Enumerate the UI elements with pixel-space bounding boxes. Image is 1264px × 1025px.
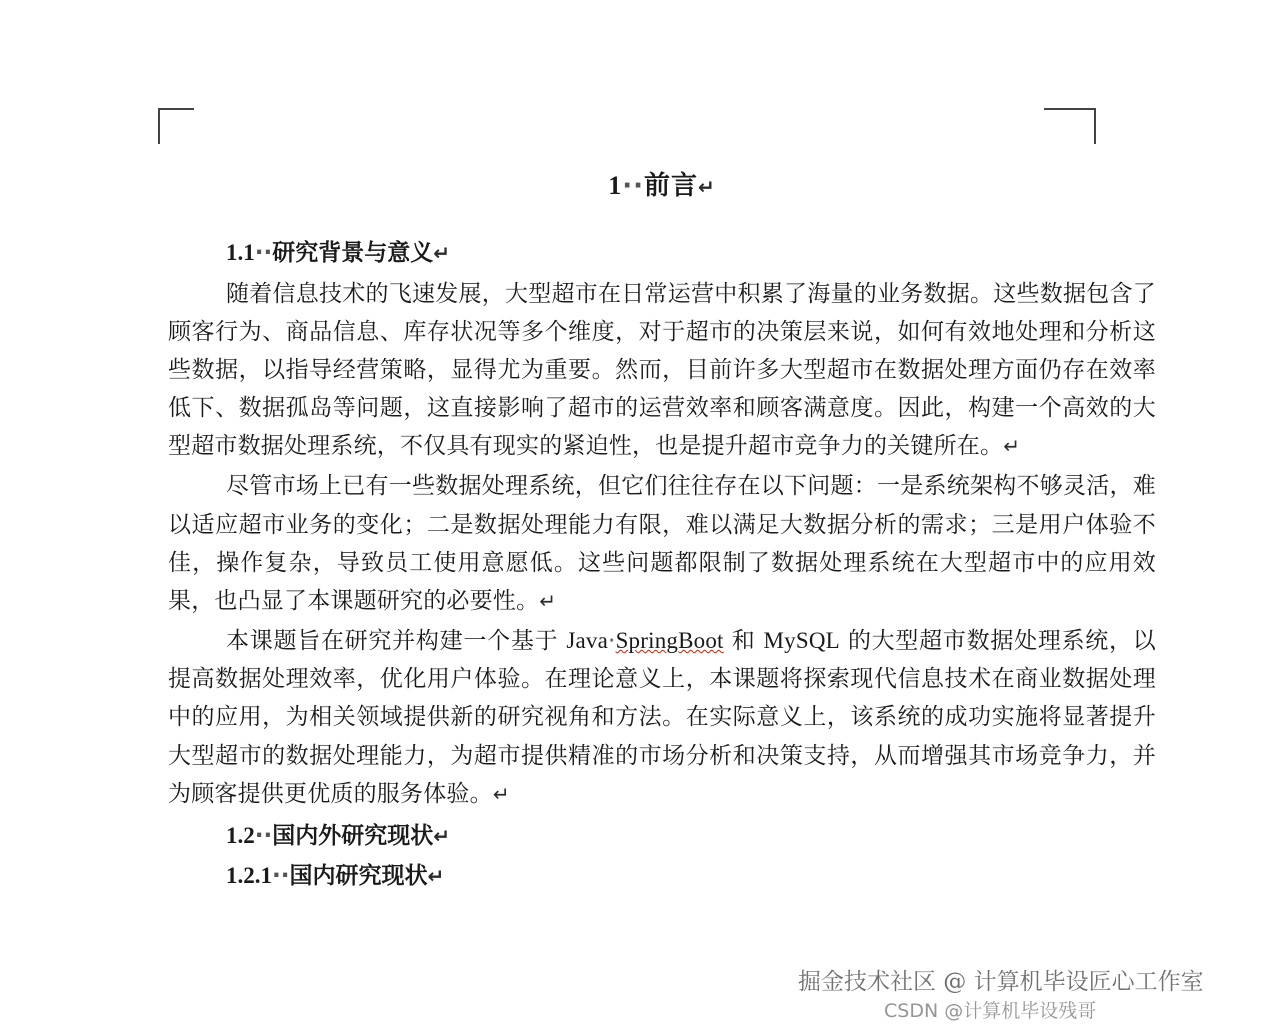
heading-1-2-1-text: 国内研究现状 bbox=[289, 862, 428, 890]
paragraph-objective-mid: 和 bbox=[723, 628, 764, 655]
page-margin-mark-top-left bbox=[158, 108, 194, 144]
paragraph-background-text: 随着信息技术的飞速发展，大型超市在日常运营中积累了海量的业务数据。这些数据包含了顾客行为、商品信息、库存状况等多个维度，对于超市的决策层来说，如何有效地处理和分析这些数据，以指导经营策略，显得尤为重要。然而，目前许多大型超市在数据处理方面仍存在效率低下、数据孤岛等问题，这直接影响了超市的运营效率和顾客满意度。因此，构建一个高效的大型超市数据处理系统，不仅具有现实的紧迫性，也是提升超市竞争力的关键所在。 bbox=[168, 280, 1156, 460]
paragraph-objective-tail: 的大型超市数据处理系统，以提高数据处理效率，优化用户体验。在理论意义上，本课题将探索现代信息技术在商业数据处理中的应用，为相关领域提供新的研究视角和方法。在实际意义上，该系统的成功实施将显著提升大型超市的数据处理能力，为超市提供精准的市场分析和决策支持，从而增强其市场竞争力，并为顾客提供更优质的服务体验。 bbox=[168, 628, 1156, 807]
heading-1-2-text: 国内外研究现状 bbox=[272, 821, 434, 849]
document-body bbox=[168, 170, 1156, 898]
paragraph-mark: ↵ bbox=[427, 864, 445, 889]
paragraph-mark: ↵ bbox=[698, 175, 716, 199]
title-number-text: 1 bbox=[608, 171, 623, 200]
tech-separator: · bbox=[608, 628, 616, 655]
paragraph-objective-lead: 本课题旨在研究并构建一个基于 bbox=[226, 628, 567, 655]
paragraph-background bbox=[168, 275, 1156, 466]
heading-1-2 bbox=[168, 819, 1156, 853]
paragraph-mark: ↵ bbox=[1003, 434, 1021, 459]
page-margin-mark-top-right bbox=[1044, 108, 1096, 144]
heading-1-2-number: 1.2 bbox=[226, 822, 255, 848]
paragraph-mark: ↵ bbox=[433, 823, 450, 848]
tech-java: Java bbox=[566, 628, 609, 654]
heading-1-1 bbox=[168, 236, 1156, 270]
heading-1-2-1-number: 1.2.1 bbox=[226, 863, 272, 889]
tech-mysql: MySQL bbox=[763, 628, 840, 654]
paragraph-mark: ↵ bbox=[492, 781, 510, 806]
watermark-csdn: CSDN @计算机毕设残哥 bbox=[884, 1000, 1097, 1022]
heading-1-2-1 bbox=[168, 859, 1156, 893]
page-title bbox=[168, 170, 1156, 202]
title-label: 前言 bbox=[643, 171, 698, 201]
tech-springboot: SpringBoot bbox=[615, 628, 724, 654]
paragraph-problems bbox=[168, 467, 1156, 620]
paragraph-objective bbox=[168, 622, 1156, 813]
paragraph-mark: ↵ bbox=[433, 241, 450, 266]
heading-1-2-separator: ·· bbox=[254, 822, 273, 849]
heading-1-1-text: 研究背景与意义 bbox=[272, 239, 434, 267]
heading-1-1-number: 1.1 bbox=[226, 240, 255, 266]
heading-1-1-separator: ·· bbox=[254, 240, 273, 267]
watermark-juejin: 掘金技术社区 @ 计算机毕设匠心工作室 bbox=[798, 969, 1204, 995]
heading-1-2-1-separator: ·· bbox=[272, 863, 290, 890]
title-separator: ·· bbox=[622, 171, 644, 201]
paragraph-mark: ↵ bbox=[539, 588, 557, 613]
paragraph-problems-text: 尽管市场上已有一些数据处理系统，但它们往往存在以下问题：一是系统架构不够灵活，难以适应超市业务的变化；二是数据处理能力有限，难以满足大数据分析的需求；三是用户体验不佳，操作复杂，导致员工使用意愿低。这些问题都限制了数据处理系统在大型超市中的应用效果，也凸显了本课题研究的必要性。 bbox=[168, 473, 1156, 614]
